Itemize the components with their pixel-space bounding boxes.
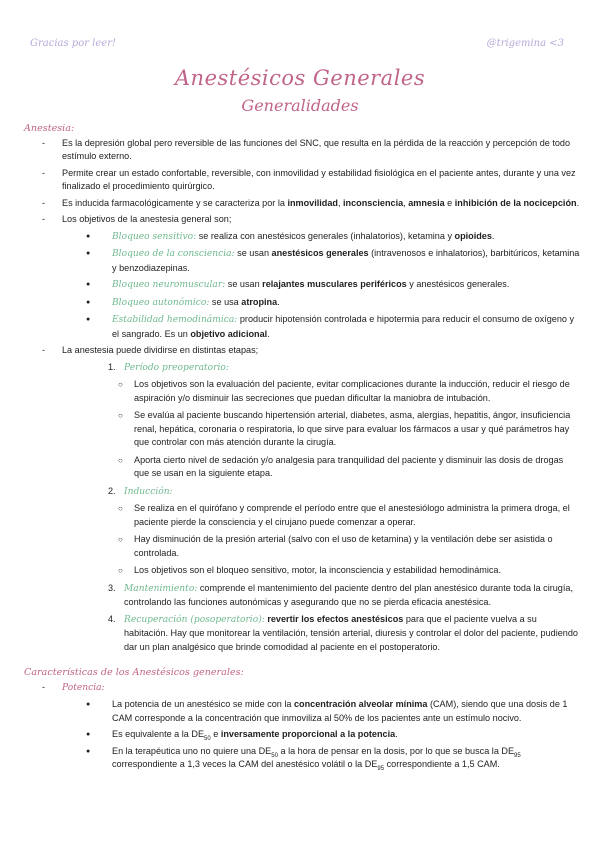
page-subtitle: Generalidades xyxy=(241,96,359,115)
pink-label: Potencia: xyxy=(62,682,105,693)
bold-term: objetivo adicional xyxy=(190,328,268,339)
numbered-item xyxy=(24,582,580,610)
text: comprende el mantenimiento del paciente dentro del plan anestésico durante toda la cirugía, controlando las funciones autonómicas y asegurando que no se pierda eficacia anestésica. xyxy=(124,582,573,607)
green-label: Estabilidad hemodinámica: xyxy=(112,315,238,325)
green-label: Período preoperatorio: xyxy=(124,362,229,373)
bullet-item xyxy=(24,278,580,293)
text: (intravenosos e inhalatorios), barbitúricos, ketamina y benzodiazepinas. xyxy=(112,248,580,273)
page-title: Anestésicos Generales xyxy=(174,66,426,90)
dash-item: - Permite crear un estado confortable, reversible, con inmovilidad y estabilidad fisiológica en el paciente antes, durante y una vez finalizado el procedimiento quirúrgico. xyxy=(24,167,580,194)
text: correspondiente a 1,3 veces la CAM del anestésico volátil o la DE xyxy=(112,759,378,769)
item-number: 1. xyxy=(108,361,116,372)
text: se realiza con anestésicos generales (inhalatorios), ketamina y xyxy=(196,230,455,241)
text: La potencia de un anestésico se mide con la xyxy=(112,699,294,709)
green-label: Mantenimiento: xyxy=(124,583,198,594)
text: Es inducida farmacológicamente y se caracteriza por la xyxy=(62,197,288,208)
subscript: 95 xyxy=(377,765,385,772)
text: . xyxy=(277,296,280,307)
dash-item: - Es la depresión global pero reversible de las funciones del SNC, que resulta en la pérdida de la reacción y percepción de todo estímulo externo. xyxy=(24,137,580,164)
numbered-item xyxy=(24,613,580,655)
bold-term: amnesia xyxy=(408,197,445,208)
bold-term: anestésicos generales xyxy=(271,248,369,258)
green-label: Bloqueo autonómico: xyxy=(112,297,210,308)
text: (CAM), siendo que una dosis de 1 CAM corresponde a la concentración que inmoviliza al 50% de los pacientes ante un estímulo nocivo. xyxy=(112,699,568,723)
bullet-item xyxy=(24,728,580,742)
bold-term: inconsciencia xyxy=(343,197,404,208)
numbered-item xyxy=(24,485,580,500)
text: correspondiente a 1,5 CAM. xyxy=(384,759,500,769)
section-heading-caracteristicas: Características de los Anestésicos generales: xyxy=(24,667,244,678)
text: se usan xyxy=(234,248,272,258)
text: En la terapéutica uno no quiere una DE xyxy=(112,745,272,756)
document-body xyxy=(24,122,580,775)
green-label: Recuperación (posoperatorio): xyxy=(124,614,265,625)
text: . xyxy=(395,729,398,739)
bold-term: inmovilidad xyxy=(287,197,338,208)
bold-term: relajantes musculares periféricos xyxy=(262,279,407,289)
header-left-text: Gracias por leer! xyxy=(30,38,117,49)
bullet-item xyxy=(24,698,580,725)
circle-item: ○ Aporta cierto nivel de sedación y/o analgesia para tranquilidad del paciente y disminuir las dosis de drogas que se usan en la siguiente etapa. xyxy=(24,454,580,481)
item-number: 2. xyxy=(108,485,116,496)
green-label: Inducción: xyxy=(124,486,173,497)
section-heading-anestesia: Anestesia: xyxy=(24,123,75,134)
text: , xyxy=(403,197,409,208)
bold-term: revertir los efectos anestésicos xyxy=(264,613,404,624)
bold-term: atropina xyxy=(241,296,278,307)
bold-term: inversamente proporcional a la potencia xyxy=(220,729,396,739)
circle-item: ○ Se evalúa al paciente buscando hipertensión arterial, diabetes, asma, alergias, hepatitis, ángor, insuficiencia renal, hepática, coronaria o respiratoria, lo que sirve para evaluar los fármacos a usar y qué parámetros hay que controlar con más atención durante la cirugía. xyxy=(24,409,580,450)
item-number: 4. xyxy=(108,613,116,624)
bold-term: inhibición de la nocicepción xyxy=(454,197,577,208)
bullet-item xyxy=(24,296,580,311)
circle-item: ○ Los objetivos son el bloqueo sensitivo, motor, la inconsciencia y estabilidad hemodinámica. xyxy=(24,564,580,578)
dash-item: - Los objetivos de la anestesia general son; xyxy=(24,213,580,227)
item-number: 3. xyxy=(108,582,116,593)
green-label: Bloqueo sensitivo: xyxy=(112,231,197,242)
green-label: Bloqueo de la consciencia: xyxy=(112,249,235,259)
bullet-item xyxy=(24,247,580,275)
green-label: Bloqueo neuromuscular: xyxy=(112,280,226,290)
text: , xyxy=(337,197,344,208)
text: producir hipotensión controlada e hipotermia para reducir el consumo de oxígeno y el sangrado. Es un xyxy=(112,314,575,339)
dash-item xyxy=(24,197,580,211)
text: Es equivalente a la DE xyxy=(112,729,205,739)
bullet-item xyxy=(24,313,580,341)
text: a la hora de pensar en la dosis, por lo que se busca la DE xyxy=(277,745,515,756)
dash-item xyxy=(24,681,580,696)
text: se usa xyxy=(209,296,242,307)
bold-term: concentración alveolar mínima xyxy=(294,699,428,709)
text: para que el paciente vuelva a su habitación. Hay que monitorear la ventilación, tensión arterial, diuresis y controlar el dolor del paciente, pudiendo dar un plan analgésico que brinde comodidad al paciente en el postoperatorio. xyxy=(124,613,578,652)
subscript: 95 xyxy=(514,752,521,759)
subscript: 50 xyxy=(271,752,278,759)
text: . xyxy=(267,328,270,339)
circle-item: ○ Hay disminución de la presión arterial (salvo con el uso de ketamina) y la ventilación debe ser asistida o controlada. xyxy=(24,533,580,560)
subscript: 50 xyxy=(204,735,211,742)
dash-item: - La anestesia puede dividirse en distintas etapas; xyxy=(24,344,580,358)
bullet-item xyxy=(24,230,580,245)
circle-item: ○ Se realiza en el quirófano y comprende el período entre que el anestesiólogo administra la primera droga, el paciente pierde la consciencia y el cirujano puede comenzar a operar. xyxy=(24,502,580,529)
numbered-item xyxy=(24,361,580,376)
text: y anestésicos generales. xyxy=(406,279,510,289)
header-right-handle: @trigemina <3 xyxy=(486,38,564,49)
bold-term: opioides xyxy=(454,230,492,241)
circle-item: ○ Los objetivos son la evaluación del paciente, evitar complicaciones durante la inducción, reducir el riesgo de aspiración y/o disminuir las secreciones que puedan dificultar la maniobra de intubación. xyxy=(24,378,580,405)
text: . xyxy=(576,197,580,208)
text: se usan xyxy=(225,279,263,289)
text: e xyxy=(210,729,221,739)
text: e xyxy=(444,197,455,208)
text: . xyxy=(491,230,495,241)
bullet-item xyxy=(24,745,580,772)
